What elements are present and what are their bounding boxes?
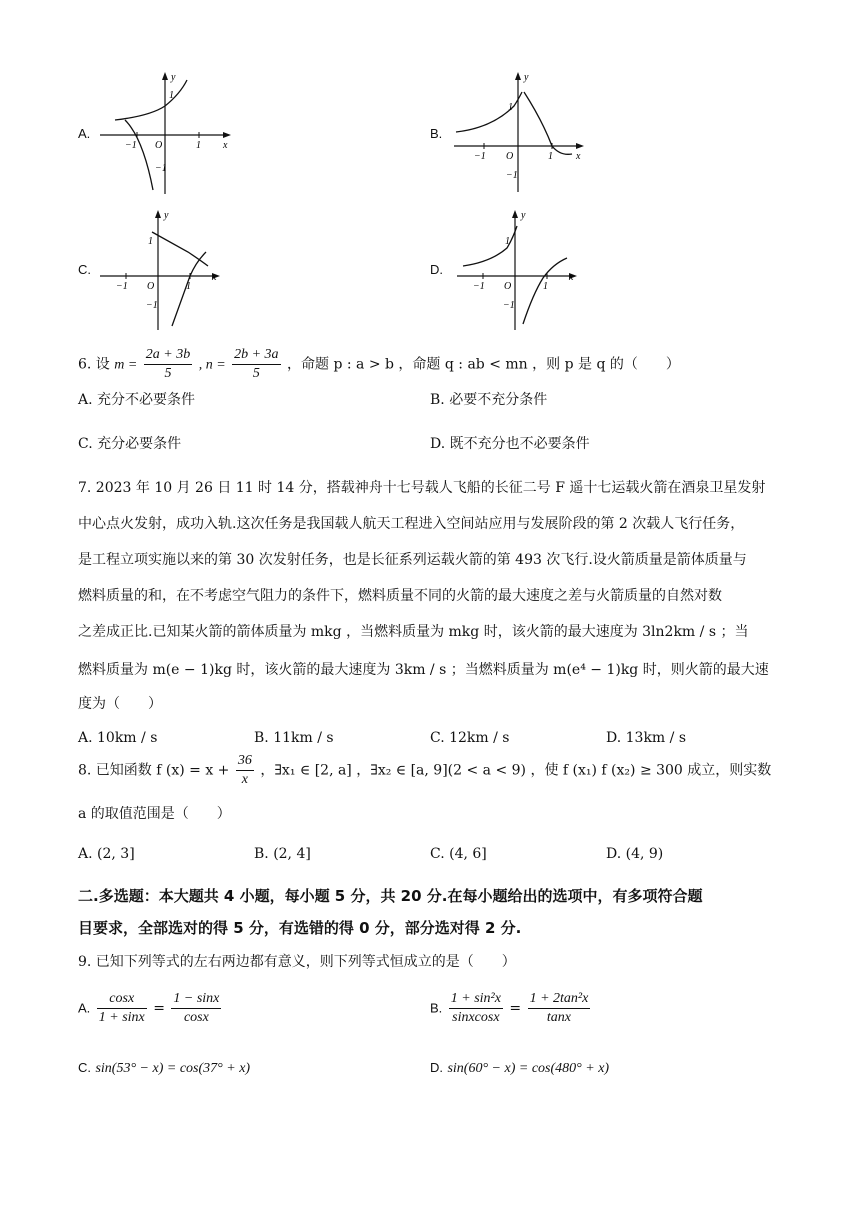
q9-b-right-num: 1 + 2tan²x <box>528 990 591 1009</box>
q5-graph-a <box>95 68 240 198</box>
q5-b-tick-yneg1: −1 <box>506 170 518 181</box>
q8-frac-num: 36 <box>236 752 254 771</box>
q6-option-c[interactable]: C. 充分必要条件 <box>78 436 182 452</box>
q9-b-label: B. <box>430 1000 443 1016</box>
q8-option-d[interactable]: D. (4, 9) <box>606 846 664 862</box>
q5-d-origin: O <box>504 281 512 292</box>
q6-stem <box>78 346 680 383</box>
q7-option-d[interactable]: D. 13km / s <box>606 730 687 746</box>
q6-m-lhs: m = <box>114 357 138 373</box>
q9-stem: 9. 已知下列等式的左右两边都有意义，则下列等式恒成立的是（ ） <box>78 954 516 970</box>
q7-line-1: 7. 2023 年 10 月 26 日 11 时 14 分，搭载神舟十七号载人飞船的长征二号 F 遥十七运载火箭在酒泉卫星发射 <box>78 480 766 496</box>
q6-m-num: 2a + 3b <box>144 346 192 365</box>
q6-n-den: 5 <box>252 366 260 381</box>
q5-a-axis-x: x <box>223 140 228 151</box>
q8-option-a[interactable]: A. (2, 3] <box>78 846 135 862</box>
q5-d-tick-yneg1: −1 <box>503 300 515 311</box>
q8-prefix: 8. 已知函数 f (x) = x + <box>78 762 230 779</box>
q7-line-3: 是工程立项实施以来的第 30 次发射任务，也是长征系列运载火箭的第 493 次飞行.设火箭质量是箭体质量与 <box>78 552 747 568</box>
q5-d-axis-y: y <box>521 210 526 221</box>
q9-b-left-num: 1 + sin²x <box>449 990 503 1009</box>
q6-n-lhs: , n = <box>198 357 226 373</box>
q9-d-label: D. <box>430 1060 443 1075</box>
q7-option-a[interactable]: A. 10km / s <box>78 730 158 746</box>
q9-option-b[interactable] <box>430 990 592 1027</box>
q9-a-left-fraction <box>97 990 147 1027</box>
q5-option-d-label[interactable]: D. <box>430 262 443 277</box>
q6-number: 6. 设 <box>78 356 110 373</box>
q9-a-equals: = <box>153 1000 165 1017</box>
q8-option-c[interactable]: C. (4, 6] <box>430 846 487 862</box>
q5-b-tick-1: 1 <box>548 151 553 162</box>
q6-option-b[interactable]: B. 必要不充分条件 <box>430 392 548 408</box>
q9-b-equals: = <box>509 1000 522 1017</box>
q9-option-a[interactable] <box>78 990 223 1027</box>
q7-line-5: 之差成正比.已知某火箭的箭体质量为 mkg ，当燃料质量为 mkg 时，该火箭的最大速度为 3ln2km / s ；当 <box>78 624 749 640</box>
q8-line-2: a 的取值范围是（ ） <box>78 806 231 822</box>
q7-option-b[interactable]: B. 11km / s <box>254 730 334 746</box>
q5-a-tick-1: 1 <box>196 140 201 151</box>
section-2-heading-line-1: 二.多选题：本大题共 4 小题，每小题 5 分，共 20 分.在每小题给出的选项中，有多项符合题 <box>78 887 703 905</box>
q5-b-tick-neg1: −1 <box>474 151 486 162</box>
q7-line-7: 度为（ ） <box>78 696 162 712</box>
q5-c-tick-y1: 1 <box>148 236 153 247</box>
q9-d-expression: sin(60° − x) = cos(480° + x) <box>447 1061 610 1076</box>
q5-option-b-label[interactable]: B. <box>430 126 443 141</box>
section-2-heading-line-2: 目要求，全部选对的得 5 分，有选错的得 0 分，部分选对得 2 分. <box>78 919 522 937</box>
q8-stem <box>78 752 771 789</box>
q8-fraction <box>236 752 254 789</box>
q5-c-axis-x: x <box>212 272 217 283</box>
q5-graph-c <box>98 208 228 333</box>
q5-b-axis-y: y <box>524 72 529 83</box>
q7-line-4: 燃料质量的和，在不考虑空气阻力的条件下，燃料质量不同的火箭的最大速度之差与火箭质量的自然对数 <box>78 588 722 604</box>
q7-line-6: 燃料质量为 m(e − 1)kg 时，该火箭的最大速度为 3km / s ；当燃料质量为 m(e⁴ − 1)kg 时，则火箭的最大速 <box>78 662 769 678</box>
q9-b-right-den: tanx <box>546 1010 572 1025</box>
q6-tail: ，命题 p : a > b ，命题 q : ab < mn ，则 p 是 q 的（ ） <box>287 356 680 373</box>
q5-option-c-label[interactable]: C. <box>78 262 91 277</box>
q7-option-c[interactable]: C. 12km / s <box>430 730 510 746</box>
q5-a-origin: O <box>155 140 163 151</box>
q9-option-d[interactable] <box>430 1058 609 1079</box>
q5-c-tick-neg1: −1 <box>116 281 128 292</box>
q7-line-2: 中心点火发射，成功入轨.这次任务是我国载人航天工程进入空间站应用与发展阶段的第 2 次载人飞行任务， <box>78 516 745 532</box>
q6-option-d[interactable]: D. 既不充分也不必要条件 <box>430 436 590 452</box>
q9-c-label: C. <box>78 1060 91 1075</box>
q9-b-left-fraction <box>449 990 503 1027</box>
q5-d-tick-1: 1 <box>543 281 548 292</box>
q9-a-right-fraction <box>171 990 221 1027</box>
q5-b-tick-y1: 1 <box>508 102 513 113</box>
q6-m-den: 5 <box>164 366 172 381</box>
q8-tail: ，∃x₁ ∈ [2, a] ，∃x₂ ∈ [a, 9](2 < a < 9) ，使 f (x₁) f (x₂) ≥ 300 成立，则实数 <box>260 762 772 779</box>
q5-graph-b <box>452 70 592 195</box>
q9-a-left-den: 1 + sinx <box>98 1010 145 1025</box>
q9-b-right-fraction <box>528 990 591 1027</box>
q9-b-left-den: sinxcosx <box>452 1010 500 1025</box>
q9-a-left-num: cosx <box>97 990 147 1009</box>
q5-a-tick-y1: 1 <box>169 90 174 101</box>
q9-a-right-den: cosx <box>183 1010 209 1025</box>
q5-option-a-label[interactable]: A. <box>78 126 91 141</box>
q9-a-label: A. <box>78 1000 91 1016</box>
q5-d-axis-x: x <box>569 272 574 283</box>
q9-a-right-num: 1 − sinx <box>171 990 221 1009</box>
q6-m-fraction <box>144 346 192 383</box>
q5-a-tick-yneg1: −1 <box>155 163 167 174</box>
q5-a-tick-neg1: −1 <box>125 140 137 151</box>
q5-graph-d <box>455 208 585 333</box>
q5-d-tick-y1: 1 <box>505 236 510 247</box>
q6-n-fraction <box>232 346 280 383</box>
q5-c-axis-y: y <box>164 210 169 221</box>
q5-c-tick-yneg1: −1 <box>146 300 158 311</box>
q6-option-a[interactable]: A. 充分不必要条件 <box>78 392 196 408</box>
q5-a-axis-y: y <box>171 72 176 83</box>
q9-option-c[interactable] <box>78 1058 250 1079</box>
q9-c-expression: sin(53° − x) = cos(37° + x) <box>95 1061 251 1076</box>
q5-c-tick-1: 1 <box>186 281 191 292</box>
q5-b-origin: O <box>506 151 514 162</box>
q6-n-num: 2b + 3a <box>232 346 280 365</box>
q5-b-axis-x: x <box>576 151 581 162</box>
q5-c-origin: O <box>147 281 155 292</box>
q8-frac-den: x <box>241 772 248 787</box>
q8-option-b[interactable]: B. (2, 4] <box>254 846 311 862</box>
q5-d-tick-neg1: −1 <box>473 281 485 292</box>
